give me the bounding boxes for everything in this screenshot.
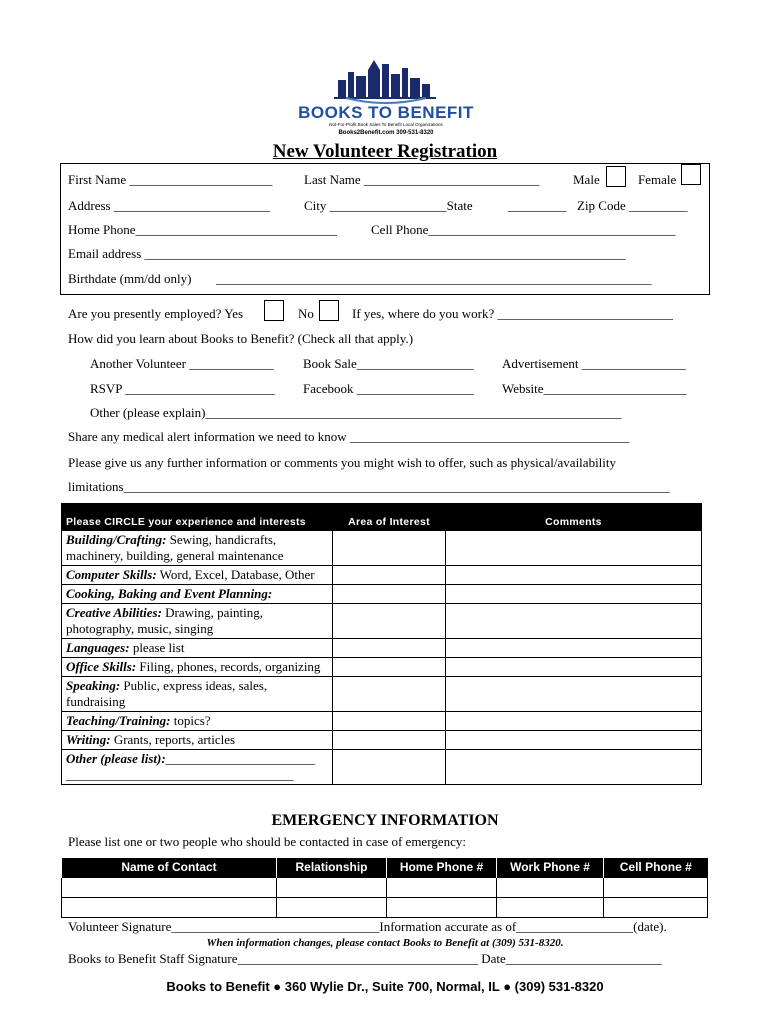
male-checkbox[interactable] <box>606 166 626 187</box>
footer-address: Books to Benefit ● 360 Wylie Dr., Suite 700, Normal, IL ● (309) 531-8320 <box>166 979 604 994</box>
contact-name-cell[interactable] <box>62 897 277 917</box>
staff-signature-field[interactable]: Books to Benefit Staff Signature_____________________________________ Date________________________ <box>68 951 662 966</box>
experience-category-cell[interactable] <box>62 604 333 639</box>
experience-category-cell[interactable] <box>62 658 333 677</box>
female-label: Female <box>638 172 677 187</box>
experience-category-cell[interactable] <box>62 677 333 712</box>
contact-name-cell[interactable] <box>62 877 277 897</box>
experience-category-cell[interactable] <box>62 712 333 731</box>
work-phone-header: Work Phone # <box>497 858 604 877</box>
category-name: Writing: <box>66 732 111 747</box>
category-description: _______________________ ___________________________________ <box>66 751 316 782</box>
logo-contact: Books2Benefit.com 309-531-8320 <box>338 130 434 136</box>
comments-cell[interactable] <box>446 750 702 785</box>
experience-header: Please CIRCLE your experience and interests <box>62 504 333 531</box>
emergency-contacts-table <box>61 858 708 918</box>
category-description: Drawing, painting, photography, music, singing <box>66 605 264 636</box>
area-of-interest-cell[interactable] <box>333 712 446 731</box>
advertisement-option[interactable]: Advertisement ________________ <box>502 356 686 371</box>
experience-category-cell[interactable] <box>62 639 333 658</box>
category-name: Computer Skills: <box>66 567 157 582</box>
table-row <box>62 531 702 566</box>
female-checkbox[interactable] <box>681 164 701 185</box>
limitations-field[interactable]: limitations____________________________________________________________________________________ <box>68 479 670 494</box>
relationship-cell[interactable] <box>277 897 387 917</box>
category-description: Sewing, handicrafts, machinery, building, general maintenance <box>66 532 284 563</box>
website-option[interactable]: Website______________________ <box>502 381 687 396</box>
category-name: Office Skills: <box>66 659 137 674</box>
comments-cell[interactable] <box>446 712 702 731</box>
category-name: Building/Crafting: <box>66 532 167 547</box>
area-of-interest-cell[interactable] <box>333 639 446 658</box>
another-volunteer-option[interactable]: Another Volunteer _____________ <box>90 356 274 371</box>
table-row <box>62 604 702 639</box>
home-phone-field[interactable]: Home Phone_______________________________ <box>68 222 338 237</box>
email-field[interactable]: Email address __________________________________________________________________________ <box>68 246 626 261</box>
area-of-interest-cell[interactable] <box>333 731 446 750</box>
experience-category-cell[interactable] <box>62 531 333 566</box>
zip-code-field[interactable]: Zip Code _________ <box>577 198 688 213</box>
category-name: Other (please list): <box>66 751 166 766</box>
birthdate-label: Birthdate (mm/dd only) <box>68 271 192 286</box>
rsvp-option[interactable]: RSVP _______________________ <box>90 381 275 396</box>
category-description: topics? <box>170 713 211 728</box>
category-name: Teaching/Training: <box>66 713 171 728</box>
learn-question: How did you learn about Books to Benefit? (Check all that apply.) <box>68 331 414 346</box>
skyline-logo-icon <box>298 50 474 142</box>
employed-yes-checkbox[interactable] <box>264 300 284 321</box>
table-row <box>62 712 702 731</box>
table-row <box>62 677 702 712</box>
relationship-cell[interactable] <box>277 877 387 897</box>
other-explain-field[interactable]: Other (please explain)________________________________________________________________ <box>90 405 622 420</box>
category-name: Creative Abilities: <box>66 605 162 620</box>
area-of-interest-cell[interactable] <box>333 604 446 639</box>
category-description: Filing, phones, records, organizing <box>136 659 321 674</box>
comments-cell[interactable] <box>446 639 702 658</box>
address-field[interactable]: Address ________________________ <box>68 198 270 213</box>
comments-cell[interactable] <box>446 658 702 677</box>
area-of-interest-cell[interactable] <box>333 658 446 677</box>
category-name: Languages: <box>66 640 130 655</box>
home-phone-cell[interactable] <box>387 897 497 917</box>
where-work-field[interactable]: If yes, where do you work? ___________________________ <box>352 306 673 321</box>
category-description: Public, express ideas, sales, fundraising <box>66 678 268 709</box>
comments-cell[interactable] <box>446 731 702 750</box>
cell-phone-cell[interactable] <box>604 877 708 897</box>
employed-no-label: No <box>298 306 314 321</box>
logo-wordmark: BOOKS TO BENEFIT <box>298 103 474 122</box>
work-phone-cell[interactable] <box>497 877 604 897</box>
relationship-header: Relationship <box>277 858 387 877</box>
work-phone-cell[interactable] <box>497 897 604 917</box>
table-row <box>62 750 702 785</box>
volunteer-signature-field[interactable]: Volunteer Signature________________________________Information accurate as of__________________(date). <box>68 919 667 934</box>
comments-cell[interactable] <box>446 604 702 639</box>
employed-no-checkbox[interactable] <box>319 300 339 321</box>
last-name-field[interactable]: Last Name ___________________________ <box>304 172 540 187</box>
comments-cell[interactable] <box>446 677 702 712</box>
name-of-contact-header: Name of Contact <box>62 858 277 877</box>
table-row <box>62 897 708 917</box>
comments-header: Comments <box>446 504 702 531</box>
state-field[interactable]: _________ <box>508 198 567 213</box>
area-of-interest-cell[interactable] <box>333 566 446 585</box>
emergency-instruction: Please list one or two people who should be contacted in case of emergency: <box>68 834 466 849</box>
facebook-option[interactable]: Facebook __________________ <box>303 381 474 396</box>
experience-category-cell[interactable] <box>62 585 333 604</box>
cell-phone-header: Cell Phone # <box>604 858 708 877</box>
comments-cell[interactable] <box>446 566 702 585</box>
employed-question: Are you presently employed? Yes <box>68 306 244 321</box>
first-name-field[interactable]: First Name ______________________ <box>68 172 273 187</box>
comments-cell[interactable] <box>446 531 702 566</box>
experience-category-cell[interactable] <box>62 566 333 585</box>
category-description: Grants, reports, articles <box>110 732 236 747</box>
table-row <box>62 658 702 677</box>
experience-category-cell[interactable] <box>62 750 333 785</box>
comments-cell[interactable] <box>446 585 702 604</box>
logo-tagline: Not-For-Profit Book Sales To Benefit Local Organizations <box>329 122 443 127</box>
table-row <box>62 585 702 604</box>
books-to-benefit-logo <box>298 50 474 142</box>
cell-phone-field[interactable]: Cell Phone______________________________________ <box>371 222 676 237</box>
area-of-interest-cell[interactable] <box>333 585 446 604</box>
home-phone-header: Home Phone # <box>387 858 497 877</box>
further-info-text: Please give us any further information or comments you might wish to offer, such as physical/availability <box>68 455 617 470</box>
category-name: Cooking, Baking and Event Planning: <box>66 586 273 601</box>
city-field[interactable]: City __________________State <box>304 198 473 213</box>
page-title-text: New Volunteer Registration <box>272 141 498 162</box>
info-change-note: When information changes, please contact Books to Benefit at (309) 531-8320. <box>206 937 564 949</box>
birthdate-field[interactable]: ___________________________________________________________________ <box>216 271 652 286</box>
area-of-interest-header: Area of Interest <box>333 504 446 531</box>
experience-category-cell[interactable] <box>62 731 333 750</box>
medical-alert-field[interactable]: Share any medical alert information we need to know ___________________________________________ <box>68 429 630 444</box>
category-description: please list <box>129 640 185 655</box>
experience-table <box>61 503 702 785</box>
category-description: Word, Excel, Database, Other <box>156 567 315 582</box>
table-row <box>62 639 702 658</box>
cell-phone-cell[interactable] <box>604 897 708 917</box>
male-label: Male <box>573 172 600 187</box>
emergency-title: EMERGENCY INFORMATION <box>271 812 499 829</box>
category-name: Speaking: <box>66 678 121 693</box>
table-row <box>62 566 702 585</box>
page-title <box>0 141 770 163</box>
home-phone-cell[interactable] <box>387 877 497 897</box>
area-of-interest-cell[interactable] <box>333 750 446 785</box>
book-sale-option[interactable]: Book Sale__________________ <box>303 356 474 371</box>
area-of-interest-cell[interactable] <box>333 677 446 712</box>
table-row <box>62 877 708 897</box>
area-of-interest-cell[interactable] <box>333 531 446 566</box>
table-row <box>62 731 702 750</box>
